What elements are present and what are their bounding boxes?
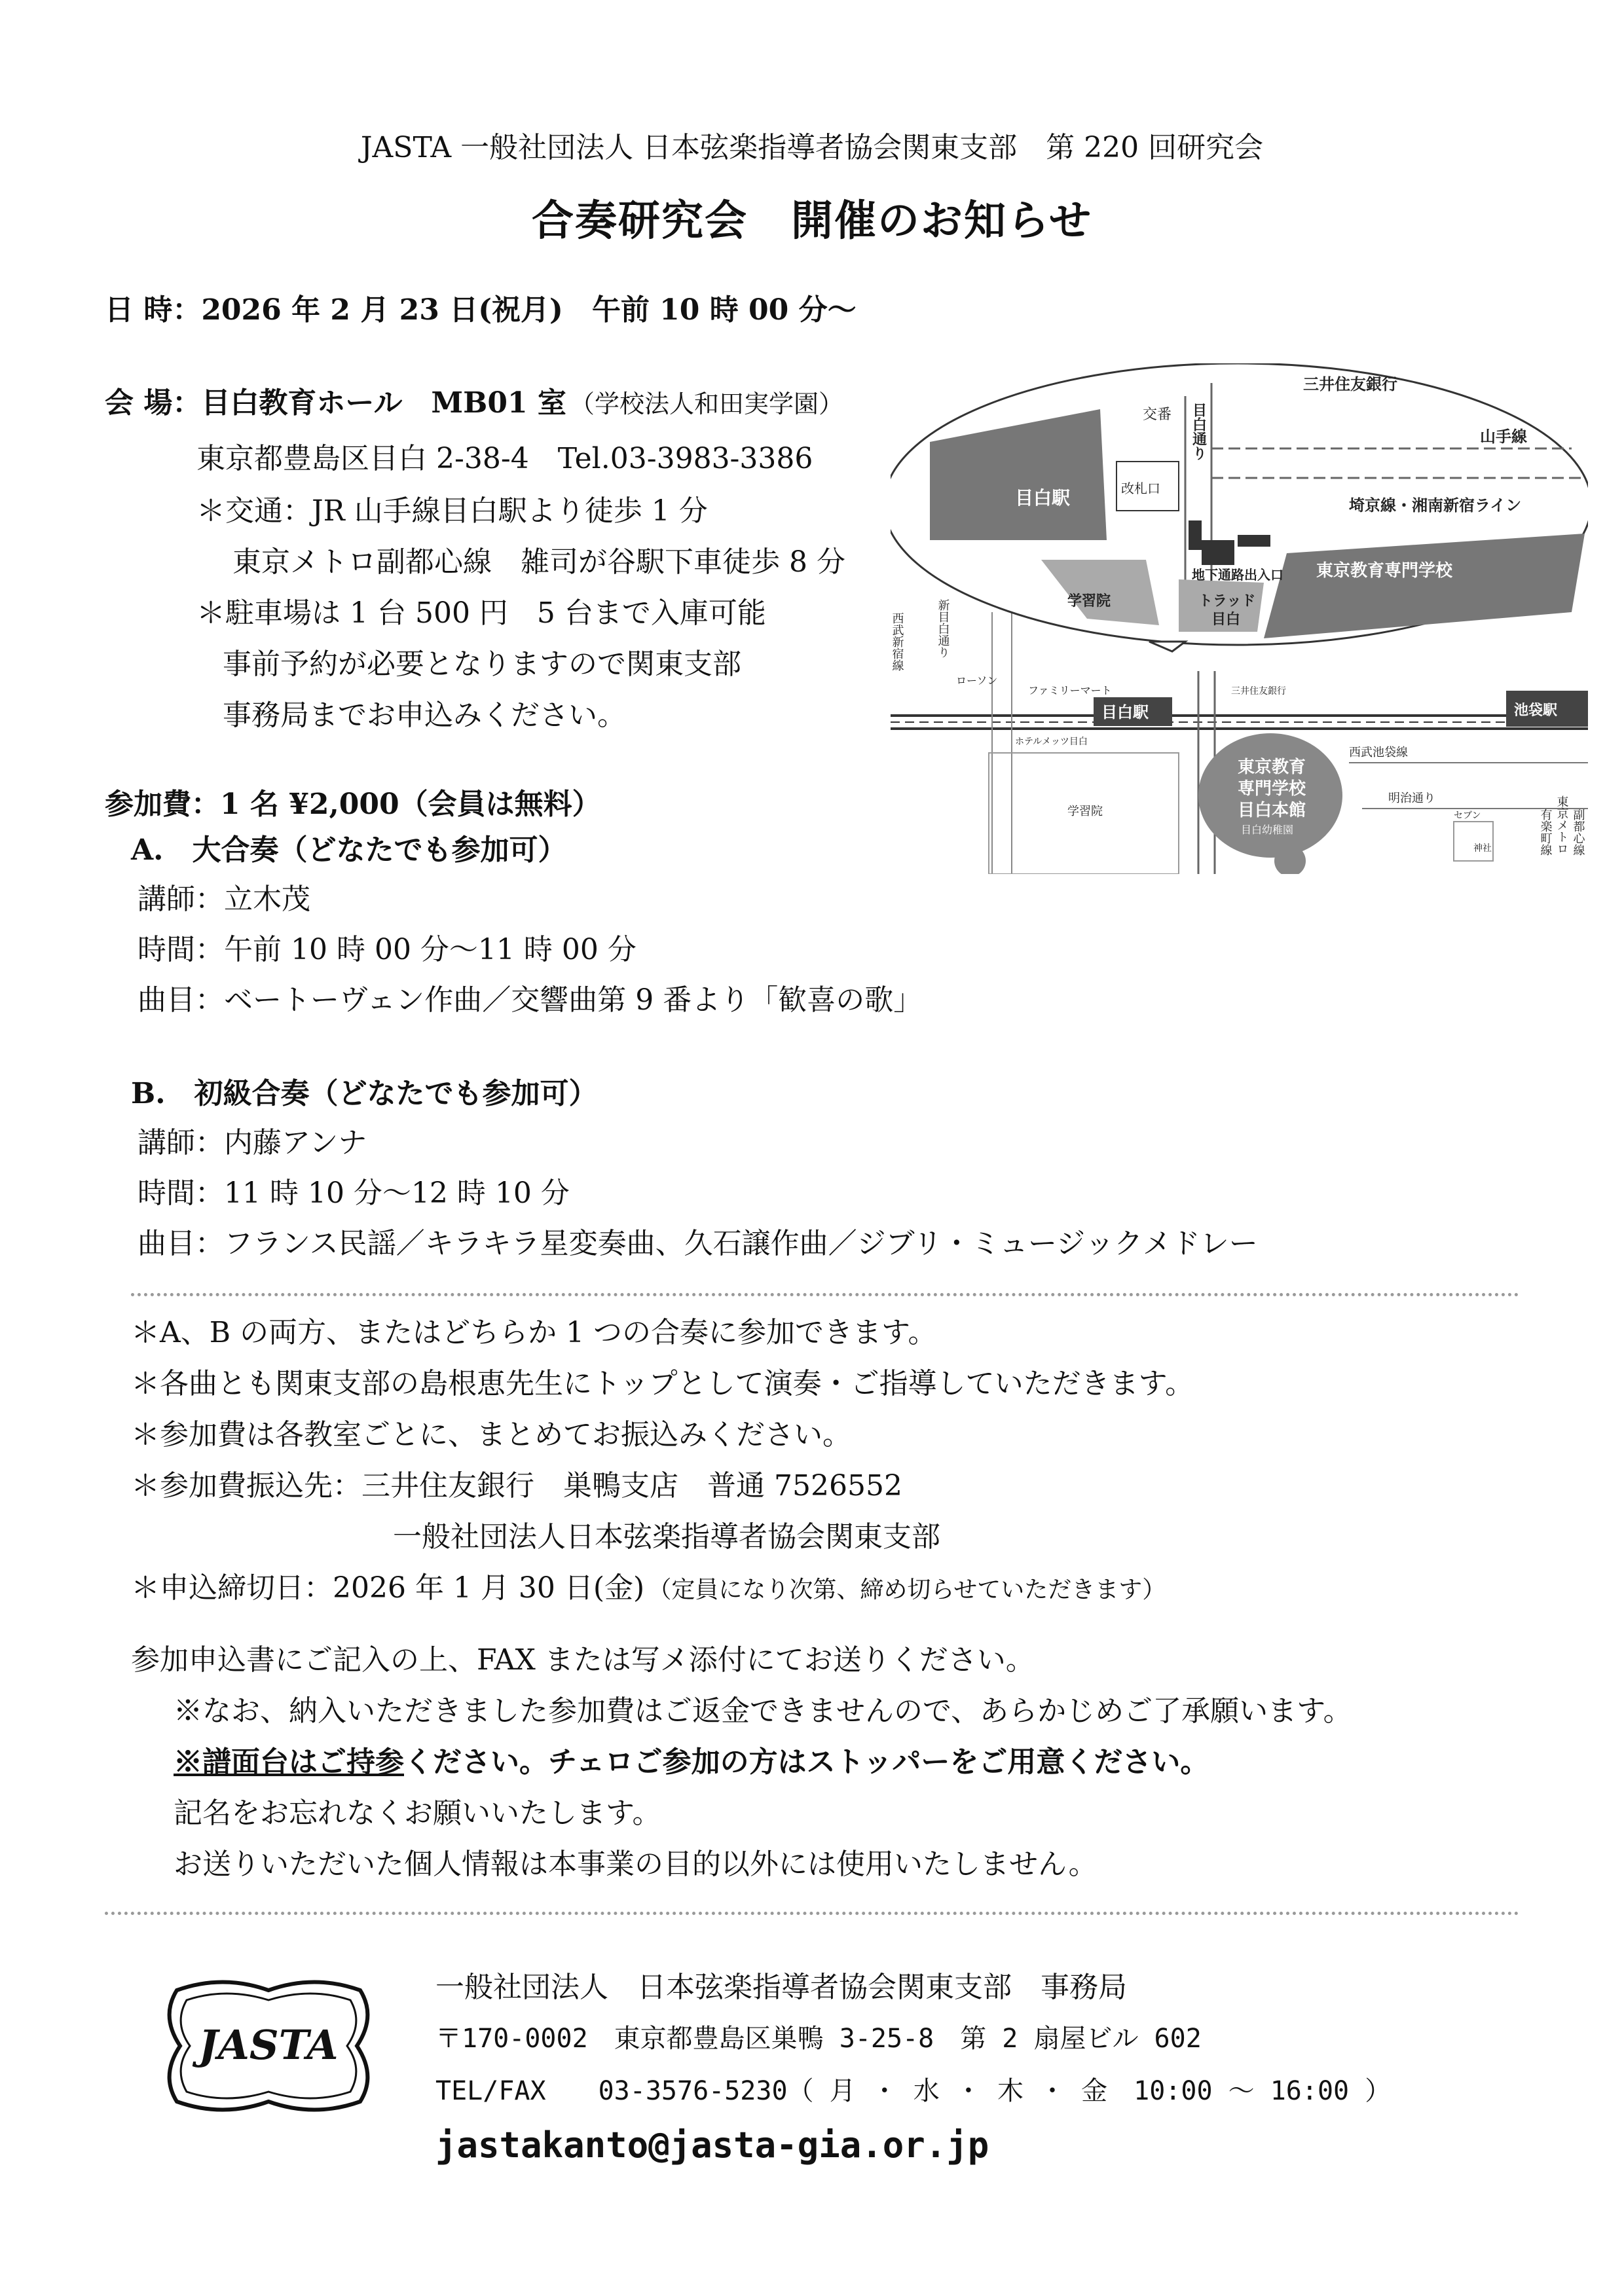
map-seven: セブン (1454, 811, 1481, 821)
deadline-note: （定員になり次第、締め切らせていただきます） (648, 1576, 1166, 1603)
footer-telfax: TEL/FAX 03-3576-5230（ 月 ・ 水 ・ 木 ・ 金 10:00 ～ 16:00 ） (435, 2076, 1392, 2106)
map-gakushuin-2: 学習院 (1067, 805, 1103, 818)
logo-text: JASTA (198, 2021, 339, 2069)
parking-2: 事前予約が必要となりますので関東支部 (223, 647, 741, 681)
map-trad: トラッド (1198, 593, 1256, 610)
map-mejiro-dori: 目白通り (1190, 403, 1207, 460)
apply-3-line (174, 1745, 1209, 1780)
map-meiji-dori: 明治通り (1388, 792, 1435, 805)
venue-name: 会 場：目白教育ホール MB01 室 (105, 386, 566, 420)
map-school-2: 専門学校 (1238, 779, 1306, 799)
map-school: 東京教育専門学校 (1316, 561, 1453, 581)
deadline: ＊申込締切日：2026 年 1 月 30 日(金) (131, 1571, 645, 1605)
map-school-3: 目白本館 (1238, 801, 1306, 820)
venue-line (105, 386, 843, 421)
map-family-mart: ファミリーマート (1028, 684, 1112, 697)
parking-1: ＊駐車場は 1 台 500 円 5 台まで入庫可能 (196, 596, 766, 630)
access-metro: 東京メトロ副都心線 雑司が谷駅下車徒歩 8 分 (232, 545, 845, 579)
note-5: 一般社団法人日本弦楽指導者協会関東支部 (393, 1520, 940, 1554)
parking-3: 事務局までお申込みください。 (223, 699, 626, 732)
map-underpass: 地下通路出入口 (1192, 567, 1283, 583)
access-jr: ＊交通：JR 山手線目白駅より徒歩 1 分 (196, 494, 708, 528)
apply-1: 参加申込書にご記入の上、FAX または写メ添付にてお送りください。 (131, 1643, 1035, 1677)
map-saikyo: 埼京線・湘南新宿ライン (1349, 496, 1522, 515)
divider-1 (131, 1293, 1519, 1296)
venue-map (891, 363, 1588, 874)
note-4: ＊参加費振込先：三井住友銀行 巣鴨支店 普通 7526552 (131, 1469, 902, 1503)
note-2: ＊各曲とも関東支部の島根恵先生にトップとして演奏・ご指導していただきます。 (131, 1367, 1194, 1400)
map-seibu: 西武新宿線 (891, 612, 904, 671)
session-a-time: 時間：午前 10 時 00 分～11 時 00 分 (138, 933, 637, 966)
session-a-teacher: 講師：立木茂 (138, 883, 310, 916)
map-metro-3: 副都心線 (1571, 809, 1585, 856)
map-mitsui-small: 三井住友銀行 (1231, 686, 1286, 697)
divider-2 (105, 1912, 1519, 1915)
venue-address: 東京都豊島区目白 2-38-4 Tel.03-3983-3386 (196, 442, 813, 475)
org-line: JASTA 一般社団法人 日本弦楽指導者協会関東支部 第 220 回研究会 (360, 131, 1264, 164)
apply-3-rest: ください。チェロご参加の方はストッパーをご用意ください。 (404, 1745, 1209, 1779)
map-gakushuin: 学習院 (1067, 593, 1111, 610)
fee: 参加費：1 名 ¥2,000（会員は無料） (105, 788, 601, 821)
footer-address: 〒170-0002 東京都豊島区巣鴨 3-25-8 第 2 扇屋ビル 602 (435, 2024, 1202, 2054)
session-b-title: B. 初級合奏（どなたでも参加可） (131, 1077, 598, 1110)
map-mejiro-station: 目白駅 (1015, 487, 1071, 509)
map-ikebukuro: 池袋駅 (1514, 702, 1558, 719)
map-metro-2: 有楽町線 (1538, 809, 1553, 856)
map-trad-2: 目白 (1211, 611, 1241, 628)
note-3: ＊参加費は各教室ごとに、まとめてお振込みください。 (131, 1418, 851, 1451)
apply-4: 記名をお忘れなくお願いいたします。 (174, 1796, 661, 1830)
note-1: ＊A、B の両方、またはどちらか 1 つの合奏に参加できます。 (131, 1316, 937, 1349)
map-station-small: 目白駅 (1101, 703, 1149, 721)
map-hotel: ホテルメッツ目白 (1015, 737, 1088, 747)
jasta-logo (151, 1971, 386, 2121)
map-koban: 交番 (1143, 407, 1172, 423)
footer-org: 一般社団法人 日本弦楽指導者協会関東支部 事務局 (435, 1971, 1127, 2004)
map-kaisatsu: 改札口 (1121, 481, 1160, 496)
page-title: 合奏研究会 開催のお知らせ (531, 197, 1093, 246)
map-metro-1: 東京メトロ (1555, 795, 1569, 854)
map-school-1: 東京教育 (1238, 757, 1306, 777)
apply-2: ※なお、納入いただきました参加費はご返金できませんので、あらかじめご了承願います。 (174, 1694, 1352, 1728)
session-b-teacher: 講師：内藤アンナ (138, 1126, 367, 1159)
map-shin-mejiro: 新目白通り (936, 599, 950, 658)
session-b-time: 時間：11 時 10 分～12 時 10 分 (138, 1176, 570, 1210)
session-b-pieces: 曲目：フランス民謡／キラキラ星変奏曲、久石譲作曲／ジブリ・ミュージックメドレー (138, 1227, 1258, 1260)
apply-5: お送りいただいた個人情報は本事業の目的以外には使用いたしません。 (174, 1848, 1098, 1881)
footer-email[interactable]: jastakanto@jasta-gia.or.jp (435, 2124, 989, 2166)
session-a-pieces: 曲目：ベートーヴェン作曲／交響曲第 9 番より「歓喜の歌」 (138, 983, 923, 1017)
venue-note: （学校法人和田実学園） (569, 390, 843, 418)
street-map (891, 612, 1588, 874)
note-6-line (131, 1571, 1166, 1606)
map-seibu-ikebukuro: 西武池袋線 (1349, 746, 1408, 759)
apply-3-underlined: ※譜面台はご持参 (174, 1745, 404, 1779)
map-bank-label: 三井住友銀行 (1303, 375, 1397, 393)
session-a-title: A. 大合奏（どなたでも参加可） (131, 833, 567, 867)
map-school-4: 目白幼稚園 (1241, 824, 1294, 836)
datetime: 日 時：2026 年 2 月 23 日(祝月) 午前 10 時 00 分～ (105, 293, 857, 327)
map-lawson: ローソン (956, 674, 998, 687)
map-jinjya: 神社 (1473, 843, 1492, 854)
map-yamanote: 山手線 (1480, 428, 1527, 446)
